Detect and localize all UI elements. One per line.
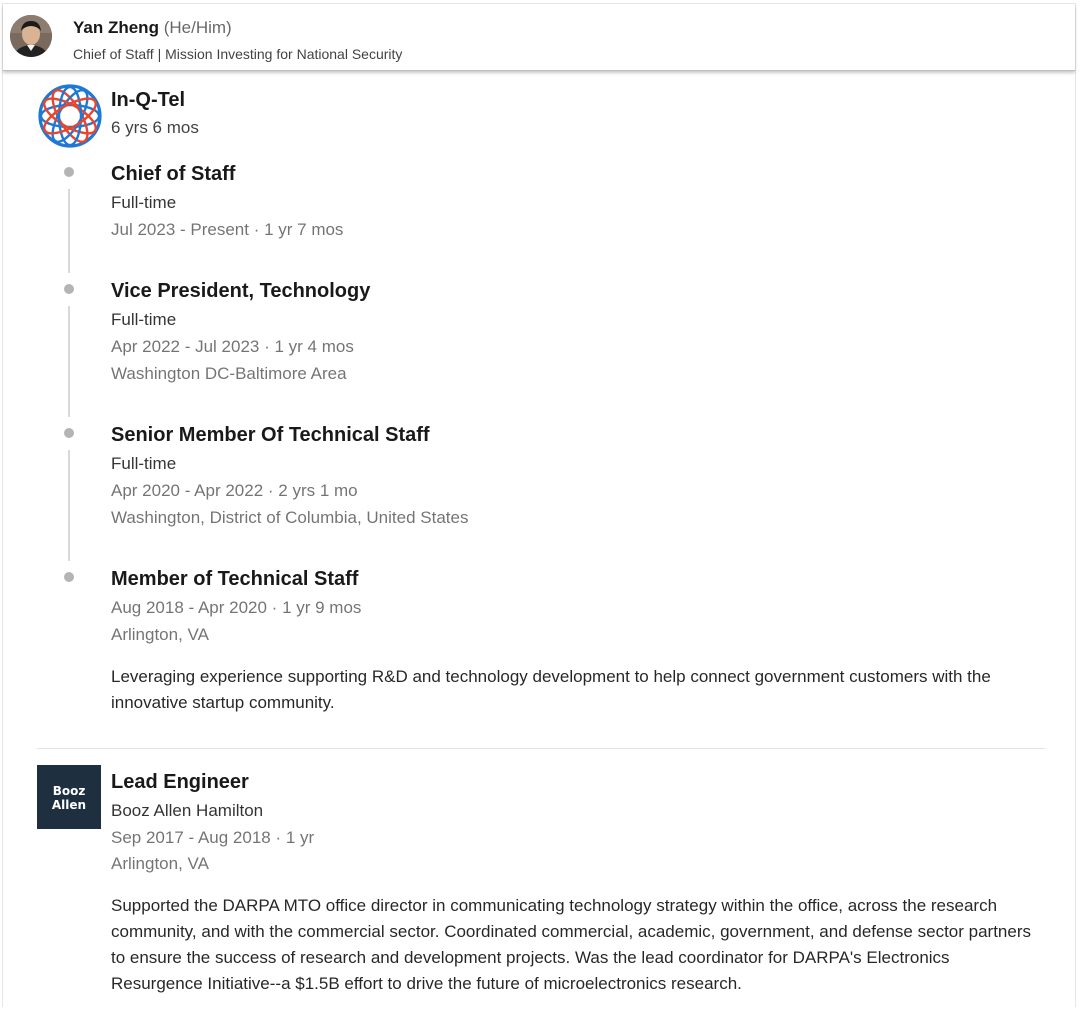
logo-text: Allen [51,798,87,812]
employment-type: Full-time [111,310,177,329]
role-dates: Sep 2017 - Aug 2018 · 1 yr [111,828,315,847]
role-description: Supported the DARPA MTO office director in communicating technology strategy within the office, across the research community, and with the commercial sector. Coordinated commercial, academic, government, and defense sector partners to ensure the success of research and development projects. Was the lead coordinator for DARPA's Electronics Resurgence Initiative--a $1.5B effort to drive the future of microelectronics research. [111,896,1031,993]
timeline-dot [64,428,74,438]
role-dates: Aug 2018 - Apr 2020 · 1 yr 9 mos [111,598,362,617]
timeline-line [68,189,70,273]
company-name[interactable]: Booz Allen Hamilton [111,801,264,820]
role-title[interactable]: Member of Technical Staff [111,568,359,590]
timeline-dot [64,284,74,294]
role-title[interactable]: Senior Member Of Technical Staff [111,424,430,446]
logo-text: Booz [52,784,86,798]
timeline-line [68,306,70,417]
employment-type: Full-time [111,193,177,212]
role-description: Leveraging experience supporting R&D and technology development to help connect government customers with the innovative startup community. [111,667,991,712]
role-dates: Apr 2022 - Jul 2023 · 1 yr 4 mos [111,337,354,356]
timeline-dot [64,167,74,177]
role-location: Arlington, VA [111,854,209,873]
role-location: Washington DC-Baltimore Area [111,364,347,383]
role-title[interactable]: Lead Engineer [111,771,249,793]
timeline-line [68,450,70,561]
timeline-dot [64,572,74,582]
avatar[interactable] [10,15,52,57]
profile-name[interactable]: Yan Zheng [73,18,159,37]
role-title[interactable]: Chief of Staff [111,163,236,185]
profile-experience-panel [2,3,1076,1007]
employment-type: Full-time [111,454,177,473]
avatar-photo-icon [10,15,52,57]
role-location: Arlington, VA [111,625,209,644]
company-duration: 6 yrs 6 mos [111,118,199,137]
company-name[interactable]: In-Q-Tel [111,89,186,111]
role-location: Washington, District of Columbia, United States [111,508,469,527]
profile-pronouns: (He/Him) [163,18,232,37]
profile-name-line [73,18,232,38]
section-divider [37,748,1045,749]
role-title[interactable]: Vice President, Technology [111,280,371,302]
profile-headline: Chief of Staff | Mission Investing for National Security [73,46,403,62]
sticky-profile-header [3,4,1075,71]
booz-allen-logo-icon[interactable] [37,765,101,829]
role-dates: Apr 2020 - Apr 2022 · 2 yrs 1 mo [111,481,358,500]
role-dates: Jul 2023 - Present · 1 yr 7 mos [111,220,344,239]
in-q-tel-logo-icon[interactable] [37,83,103,149]
